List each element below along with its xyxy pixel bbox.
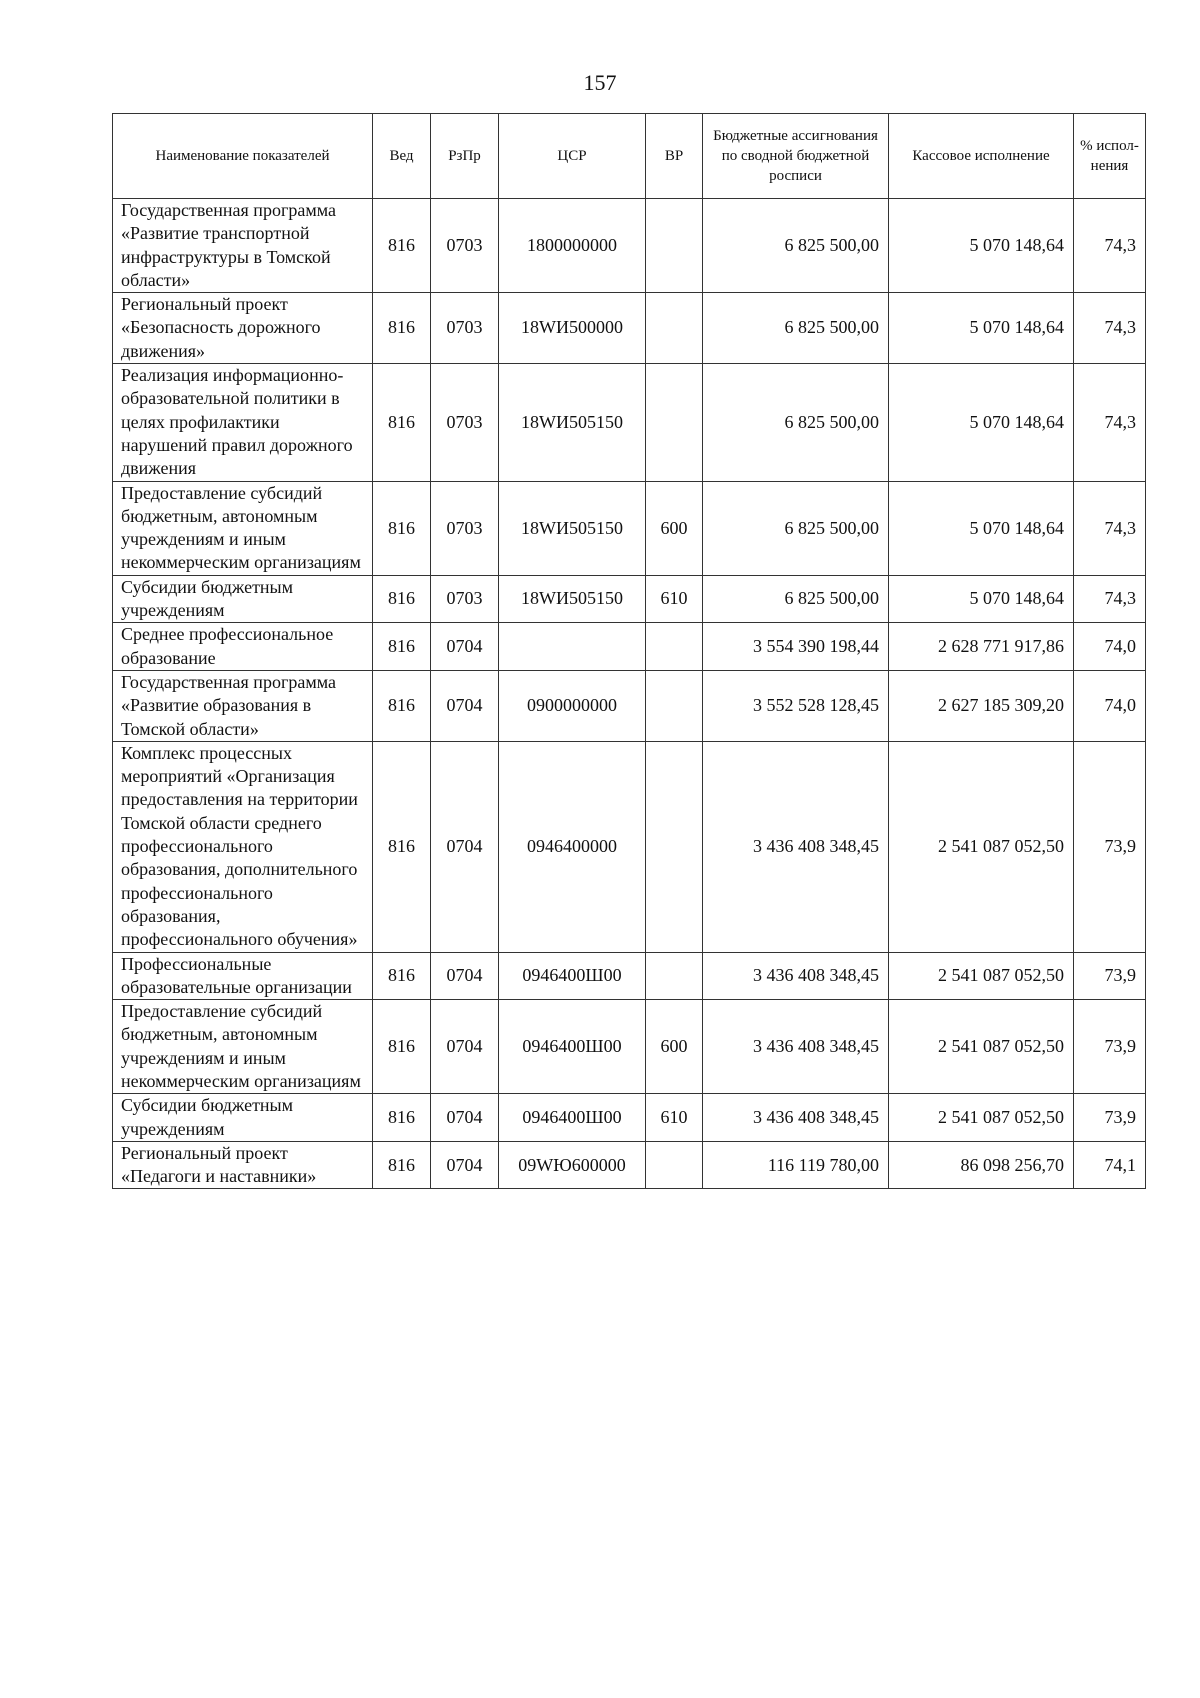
row-rzpr: 0703	[431, 293, 499, 364]
row-rzpr: 0704	[431, 741, 499, 952]
row-pct: 74,3	[1074, 293, 1146, 364]
row-csr: 18WИ505150	[499, 575, 646, 623]
row-budget: 3 436 408 348,45	[703, 1000, 889, 1094]
row-budget: 3 436 408 348,45	[703, 741, 889, 952]
row-csr: 0900000000	[499, 670, 646, 741]
row-csr: 18WИ505150	[499, 481, 646, 575]
row-pct: 73,9	[1074, 1000, 1146, 1094]
table-row	[113, 575, 1146, 623]
row-vr: 600	[646, 481, 703, 575]
row-cash: 86 098 256,70	[889, 1141, 1074, 1189]
row-rzpr: 0704	[431, 623, 499, 671]
row-csr	[499, 623, 646, 671]
row-cash: 2 627 185 309,20	[889, 670, 1074, 741]
row-ved: 816	[373, 199, 431, 293]
row-vr: 610	[646, 575, 703, 623]
table-row	[113, 293, 1146, 364]
page-number: 157	[583, 70, 617, 95]
row-ved: 816	[373, 1141, 431, 1189]
row-budget: 3 554 390 198,44	[703, 623, 889, 671]
row-pct: 74,3	[1074, 364, 1146, 481]
row-rzpr: 0704	[431, 1000, 499, 1094]
row-cash: 2 541 087 052,50	[889, 1094, 1074, 1142]
row-rzpr: 0703	[431, 199, 499, 293]
row-cash: 5 070 148,64	[889, 199, 1074, 293]
table-row	[113, 1141, 1146, 1189]
row-vr	[646, 1141, 703, 1189]
row-vr	[646, 670, 703, 741]
row-ved: 816	[373, 364, 431, 481]
header-csr: ЦСР	[499, 114, 646, 199]
header-budget: Бюджетные ассигнования по сводной бюджетной росписи	[703, 114, 889, 199]
row-budget: 116 119 780,00	[703, 1141, 889, 1189]
row-vr: 610	[646, 1094, 703, 1142]
row-vr: 600	[646, 1000, 703, 1094]
row-csr: 18WИ500000	[499, 293, 646, 364]
row-rzpr: 0704	[431, 952, 499, 1000]
row-cash: 2 628 771 917,86	[889, 623, 1074, 671]
table-header-row	[113, 114, 1146, 199]
table-row	[113, 623, 1146, 671]
row-name: Реализация информационно-образовательной политики в целях профилактики нарушений правил дорожного движения	[113, 364, 373, 481]
row-name: Субсидии бюджетным учреждениям	[113, 575, 373, 623]
table-row	[113, 952, 1146, 1000]
row-vr	[646, 952, 703, 1000]
row-ved: 816	[373, 1094, 431, 1142]
row-vr	[646, 364, 703, 481]
row-csr: 0946400Ш00	[499, 1094, 646, 1142]
row-cash: 2 541 087 052,50	[889, 741, 1074, 952]
row-pct: 74,0	[1074, 623, 1146, 671]
row-rzpr: 0704	[431, 670, 499, 741]
row-pct: 74,3	[1074, 481, 1146, 575]
header-pct: % испол-нения	[1074, 114, 1146, 199]
table-row	[113, 670, 1146, 741]
table-row	[113, 1000, 1146, 1094]
header-vr: ВР	[646, 114, 703, 199]
table-row	[113, 199, 1146, 293]
row-rzpr: 0703	[431, 481, 499, 575]
row-budget: 6 825 500,00	[703, 293, 889, 364]
row-pct: 74,0	[1074, 670, 1146, 741]
row-name: Предоставление субсидий бюджетным, автономным учреждениям и иным некоммерческим организациям	[113, 481, 373, 575]
header-rzpr: РзПр	[431, 114, 499, 199]
row-name: Среднее профессиональное образование	[113, 623, 373, 671]
row-budget: 6 825 500,00	[703, 481, 889, 575]
row-rzpr: 0704	[431, 1094, 499, 1142]
row-pct: 73,9	[1074, 741, 1146, 952]
row-name: Государственная программа «Развитие образования в Томской области»	[113, 670, 373, 741]
row-ved: 816	[373, 481, 431, 575]
row-cash: 5 070 148,64	[889, 481, 1074, 575]
row-name: Региональный проект «Педагоги и наставники»	[113, 1141, 373, 1189]
row-rzpr: 0703	[431, 364, 499, 481]
row-ved: 816	[373, 623, 431, 671]
row-pct: 73,9	[1074, 1094, 1146, 1142]
row-budget: 3 552 528 128,45	[703, 670, 889, 741]
row-budget: 6 825 500,00	[703, 575, 889, 623]
row-cash: 2 541 087 052,50	[889, 952, 1074, 1000]
row-pct: 74,3	[1074, 575, 1146, 623]
row-csr: 09WЮ600000	[499, 1141, 646, 1189]
row-pct: 73,9	[1074, 952, 1146, 1000]
row-vr	[646, 623, 703, 671]
row-name: Комплекс процессных мероприятий «Организация предоставления на территории Томской области среднего профессионального образования, дополнительного профессионального образования, профессионального обучения»	[113, 741, 373, 952]
row-ved: 816	[373, 952, 431, 1000]
row-name: Профессиональные образовательные организации	[113, 952, 373, 1000]
row-vr	[646, 199, 703, 293]
row-budget: 3 436 408 348,45	[703, 952, 889, 1000]
row-budget: 6 825 500,00	[703, 364, 889, 481]
row-vr	[646, 293, 703, 364]
row-csr: 1800000000	[499, 199, 646, 293]
table-body	[113, 199, 1146, 1189]
budget-execution-table	[112, 113, 1146, 1189]
header-name: Наименование показателей	[113, 114, 373, 199]
header-cash: Кассовое исполнение	[889, 114, 1074, 199]
row-ved: 816	[373, 575, 431, 623]
row-csr: 0946400000	[499, 741, 646, 952]
row-csr: 18WИ505150	[499, 364, 646, 481]
row-budget: 3 436 408 348,45	[703, 1094, 889, 1142]
row-budget: 6 825 500,00	[703, 199, 889, 293]
table-row	[113, 481, 1146, 575]
row-name: Субсидии бюджетным учреждениям	[113, 1094, 373, 1142]
row-vr	[646, 741, 703, 952]
row-ved: 816	[373, 741, 431, 952]
row-rzpr: 0703	[431, 575, 499, 623]
table-row	[113, 741, 1146, 952]
row-name: Предоставление субсидий бюджетным, автономным учреждениям и иным некоммерческим организациям	[113, 1000, 373, 1094]
row-name: Региональный проект «Безопасность дорожного движения»	[113, 293, 373, 364]
row-name: Государственная программа «Развитие транспортной инфраструктуры в Томской области»	[113, 199, 373, 293]
row-cash: 5 070 148,64	[889, 575, 1074, 623]
row-rzpr: 0704	[431, 1141, 499, 1189]
row-pct: 74,1	[1074, 1141, 1146, 1189]
row-cash: 2 541 087 052,50	[889, 1000, 1074, 1094]
row-cash: 5 070 148,64	[889, 364, 1074, 481]
row-ved: 816	[373, 670, 431, 741]
table-row	[113, 1094, 1146, 1142]
header-ved: Вед	[373, 114, 431, 199]
row-csr: 0946400Ш00	[499, 1000, 646, 1094]
table-row	[113, 364, 1146, 481]
row-cash: 5 070 148,64	[889, 293, 1074, 364]
row-ved: 816	[373, 293, 431, 364]
row-ved: 816	[373, 1000, 431, 1094]
row-pct: 74,3	[1074, 199, 1146, 293]
row-csr: 0946400Ш00	[499, 952, 646, 1000]
